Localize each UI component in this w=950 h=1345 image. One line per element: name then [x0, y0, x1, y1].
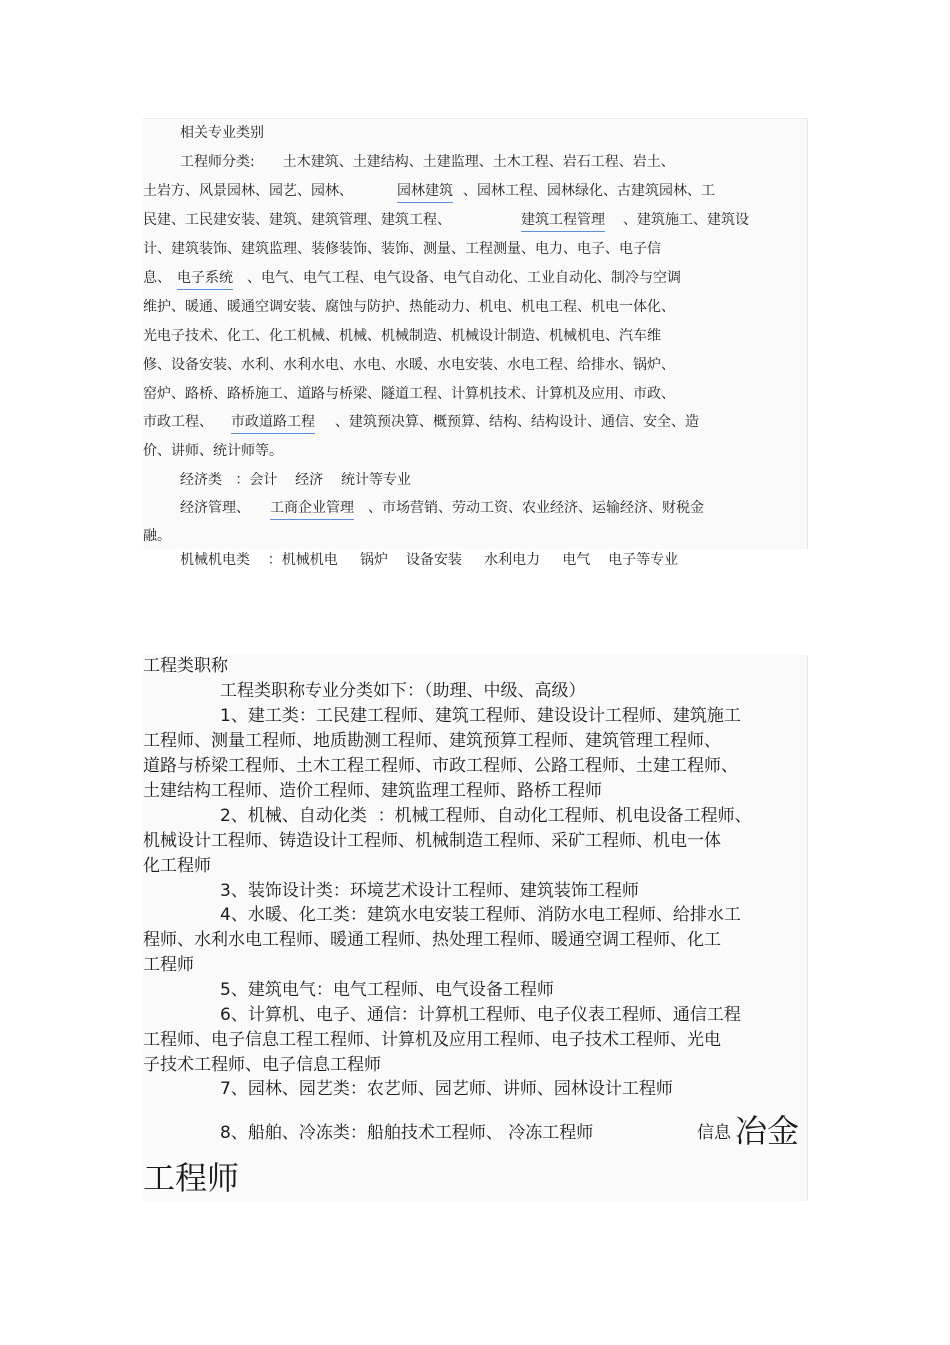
category-6-line: 6、计算机、电子、通信：计算机工程师、电子仪表工程师、通信工程 [220, 1005, 741, 1025]
text-span: 土木建筑、土建结构、土建监理、土木工程、岩石工程、岩土、 [282, 154, 675, 170]
text-span: 土岩方、风景园林、园艺、园林、 [143, 183, 353, 199]
category-5-line: 5、建筑电气：电气工程师、电气设备工程师 [220, 980, 554, 1000]
info-text: 信息 [697, 1123, 731, 1143]
text-span: 、建筑施工、建筑设 [623, 212, 749, 228]
metallurgy-big-text: 冶金 [735, 1112, 800, 1150]
mechanical-category: 机械机电类 ：机械机电 锅炉 设备安装 水利电力 电气 电子等专业 [180, 552, 679, 568]
link-electronic-systems[interactable]: 电子系统 [177, 268, 233, 290]
link-construction-engineering-management[interactable]: 建筑工程管理 [521, 210, 605, 232]
category-2-line: 机械设计工程师、铸造设计工程师、机械制造工程师、采矿工程师、机电一体 [143, 831, 721, 851]
section2-intro: 工程类职称专业分类如下：（助理、中级、高级） [220, 681, 586, 701]
text-span: 经济管理、 [180, 500, 250, 516]
text-line [143, 264, 681, 293]
section1-heading: 相关专业类别 [180, 125, 264, 141]
section2-title: 工程类职称 [143, 656, 228, 676]
text-line: 计、建筑装饰、建筑监理、装修装饰、装饰、测量、工程测量、电力、电子、电子信 [143, 241, 661, 257]
text-span: 、建筑预决算、概预算、结构、结构设计、通信、安全、造 [335, 414, 699, 430]
text-line: 价、讲师、统计师等。 [143, 443, 283, 459]
category-4-line: 4、水暖、化工类：建筑水电安装工程师、消防水电工程师、给排水工 [220, 905, 741, 925]
category-1-line: 工程师、测量工程师、地质勘测工程师、建筑预算工程师、建筑管理工程师、 [143, 731, 721, 751]
category-1-line: 土建结构工程师、造价工程师、建筑监理工程师、路桥工程师 [143, 781, 602, 801]
text-span: 、电气、电气工程、电气设备、电气自动化、工业自动化、制冷与空调 [247, 270, 681, 286]
text-span: 市政工程、 [143, 414, 213, 430]
engineer-big-text: 工程师 [143, 1159, 240, 1197]
text-span: 民建、工民建安装、建筑、建筑管理、建筑工程、 [143, 212, 451, 228]
category-8-line: 8、船舶、冷冻类：船舶技术工程师、 冷冻工程师 [220, 1123, 594, 1143]
link-municipal-road-engineering[interactable]: 市政道路工程 [231, 412, 315, 434]
text-line [180, 148, 675, 177]
economics-category: 经济类 ：会计 经济 统计等专业 [180, 472, 411, 488]
text-line: 维护、暖通、暖通空调安装、腐蚀与防护、热能动力、机电、机电工程、机电一体化、 [143, 299, 675, 315]
text-span: 息、 [143, 270, 171, 286]
text-line: 修、设备安装、水利、水利水电、水电、水暖、水电安装、水电工程、给排水、锅炉、 [143, 357, 675, 373]
link-business-management[interactable]: 工商企业管理 [270, 498, 354, 520]
category-2-line: 化工程师 [143, 856, 211, 876]
text-line: 光电子技术、化工、化工机械、机械、机械制造、机械设计制造、机械机电、汽车维 [143, 328, 661, 344]
category-4-line: 工程师 [143, 955, 194, 975]
text-line: 窑炉、路桥、路桥施工、道路与桥梁、隧道工程、计算机技术、计算机及应用、市政、 [143, 386, 675, 402]
text-line [143, 177, 715, 206]
engineer-category-label: 工程师分类: [180, 154, 255, 170]
category-4-line: 程师、水利水电工程师、暖通工程师、热处理工程师、暖通空调工程师、化工 [143, 930, 721, 950]
category-1-line: 1、建工类：工民建工程师、建筑工程师、建设设计工程师、建筑施工 [220, 706, 741, 726]
text-span: 、市场营销、劳动工资、农业经济、运输经济、财税金 [368, 500, 704, 516]
category-1-line: 道路与桥梁工程师、土木工程工程师、市政工程师、公路工程师、土建工程师、 [143, 756, 738, 776]
category-7-line: 7、园林、园艺类：农艺师、园艺师、讲师、园林设计工程师 [220, 1079, 673, 1099]
category-2-line: 2、机械、自动化类 ：机械工程师、自动化工程师、机电设备工程师、 [220, 806, 752, 826]
text-span: 、园林工程、园林绿化、古建筑园林、工 [463, 183, 715, 199]
link-garden-architecture[interactable]: 园林建筑 [397, 181, 453, 203]
category-6-line: 工程师、电子信息工程工程师、计算机及应用工程师、电子技术工程师、光电 [143, 1030, 721, 1050]
text-line [180, 494, 704, 523]
text-line: 融。 [143, 528, 171, 544]
text-line [143, 408, 699, 437]
category-3-line: 3、装饰设计类：环境艺术设计工程师、建筑装饰工程师 [220, 881, 639, 901]
category-6-line: 子技术工程师、电子信息工程师 [143, 1055, 381, 1075]
text-line [143, 206, 749, 235]
